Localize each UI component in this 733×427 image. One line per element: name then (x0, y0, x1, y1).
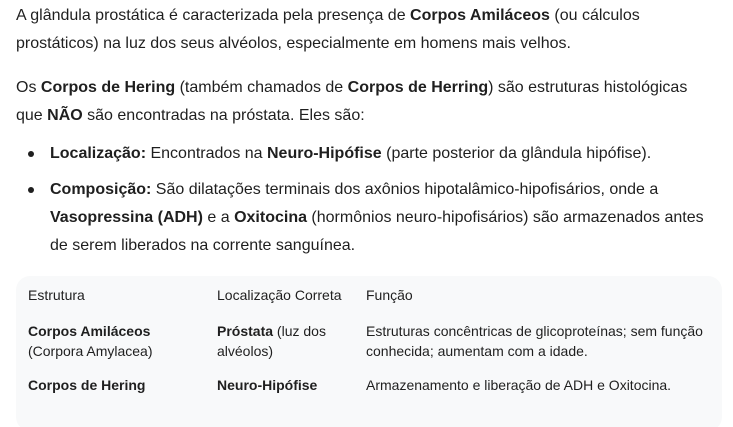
cell-funcao: Estruturas concêntricas de glicoproteínas; sem função conhecida; aumentam com a idade. (366, 323, 703, 359)
header-estrutura: Estrutura (28, 287, 85, 303)
cell-localizacao (217, 321, 366, 375)
header-funcao: Função (366, 287, 413, 303)
table-row (16, 375, 722, 409)
bold-text: Neuro-Hipófise (267, 145, 382, 162)
text: (parte posterior da glândula hipófise). (381, 145, 652, 162)
bold-text: Corpos de Hering (28, 377, 146, 393)
bullet-label: Composição: (50, 181, 152, 198)
text: A glândula prostática é caracterizada pela presença de (16, 7, 411, 24)
bold-text: Próstata (217, 323, 274, 339)
text: Encontrados na (146, 145, 267, 162)
text: (luz dos alvéolos) (217, 323, 326, 359)
bold-text: Vasopressina (ADH) (50, 209, 203, 226)
bullet-label: Localização: (50, 145, 147, 162)
text: (hormônios neuro-hipofisários) são armazenados antes de serem liberados na corrente sanguínea. (50, 209, 704, 254)
comparison-table-container (16, 276, 722, 427)
bold-text: Corpos Amiláceos (410, 7, 550, 24)
cell-funcao: Armazenamento e liberação de ADH e Oxitocina. (366, 377, 672, 393)
cell-localizacao (217, 375, 366, 409)
bold-text: Corpos Amiláceos (28, 323, 151, 339)
text: (também chamados de (175, 79, 348, 96)
text: (ou cálculos prostáticos) na luz dos seus alvéolos, especialmente em homens mais velhos. (16, 7, 640, 52)
table-header-row (16, 276, 722, 321)
text: Os (16, 79, 41, 96)
bullet-item-localizacao (16, 140, 717, 168)
table-row (16, 321, 722, 375)
text: são encontradas na próstata. Eles são: (82, 107, 365, 124)
paragraph-prostate (16, 0, 717, 58)
bold-text: Oxitocina (234, 209, 307, 226)
comparison-table (16, 276, 722, 409)
text: (Corpora Amylacea) (28, 343, 153, 359)
bullet-list (16, 140, 717, 260)
paragraph-hering (16, 74, 717, 130)
text: São dilatações terminais dos axônios hipotalâmico-hipofisários, onde a (151, 181, 659, 198)
text: ) são estruturas histológicas que (16, 79, 688, 124)
bold-text: Corpos de Herring (347, 79, 489, 96)
bold-text: Corpos de Hering (40, 79, 176, 96)
bold-text: Neuro-Hipófise (217, 377, 318, 393)
cell-estrutura (16, 375, 217, 409)
header-localizacao: Localização Correta (217, 287, 342, 303)
cell-estrutura (16, 321, 217, 375)
bold-text: NÃO (47, 107, 83, 124)
text: e a (202, 209, 235, 226)
bullet-item-composicao (16, 176, 717, 260)
